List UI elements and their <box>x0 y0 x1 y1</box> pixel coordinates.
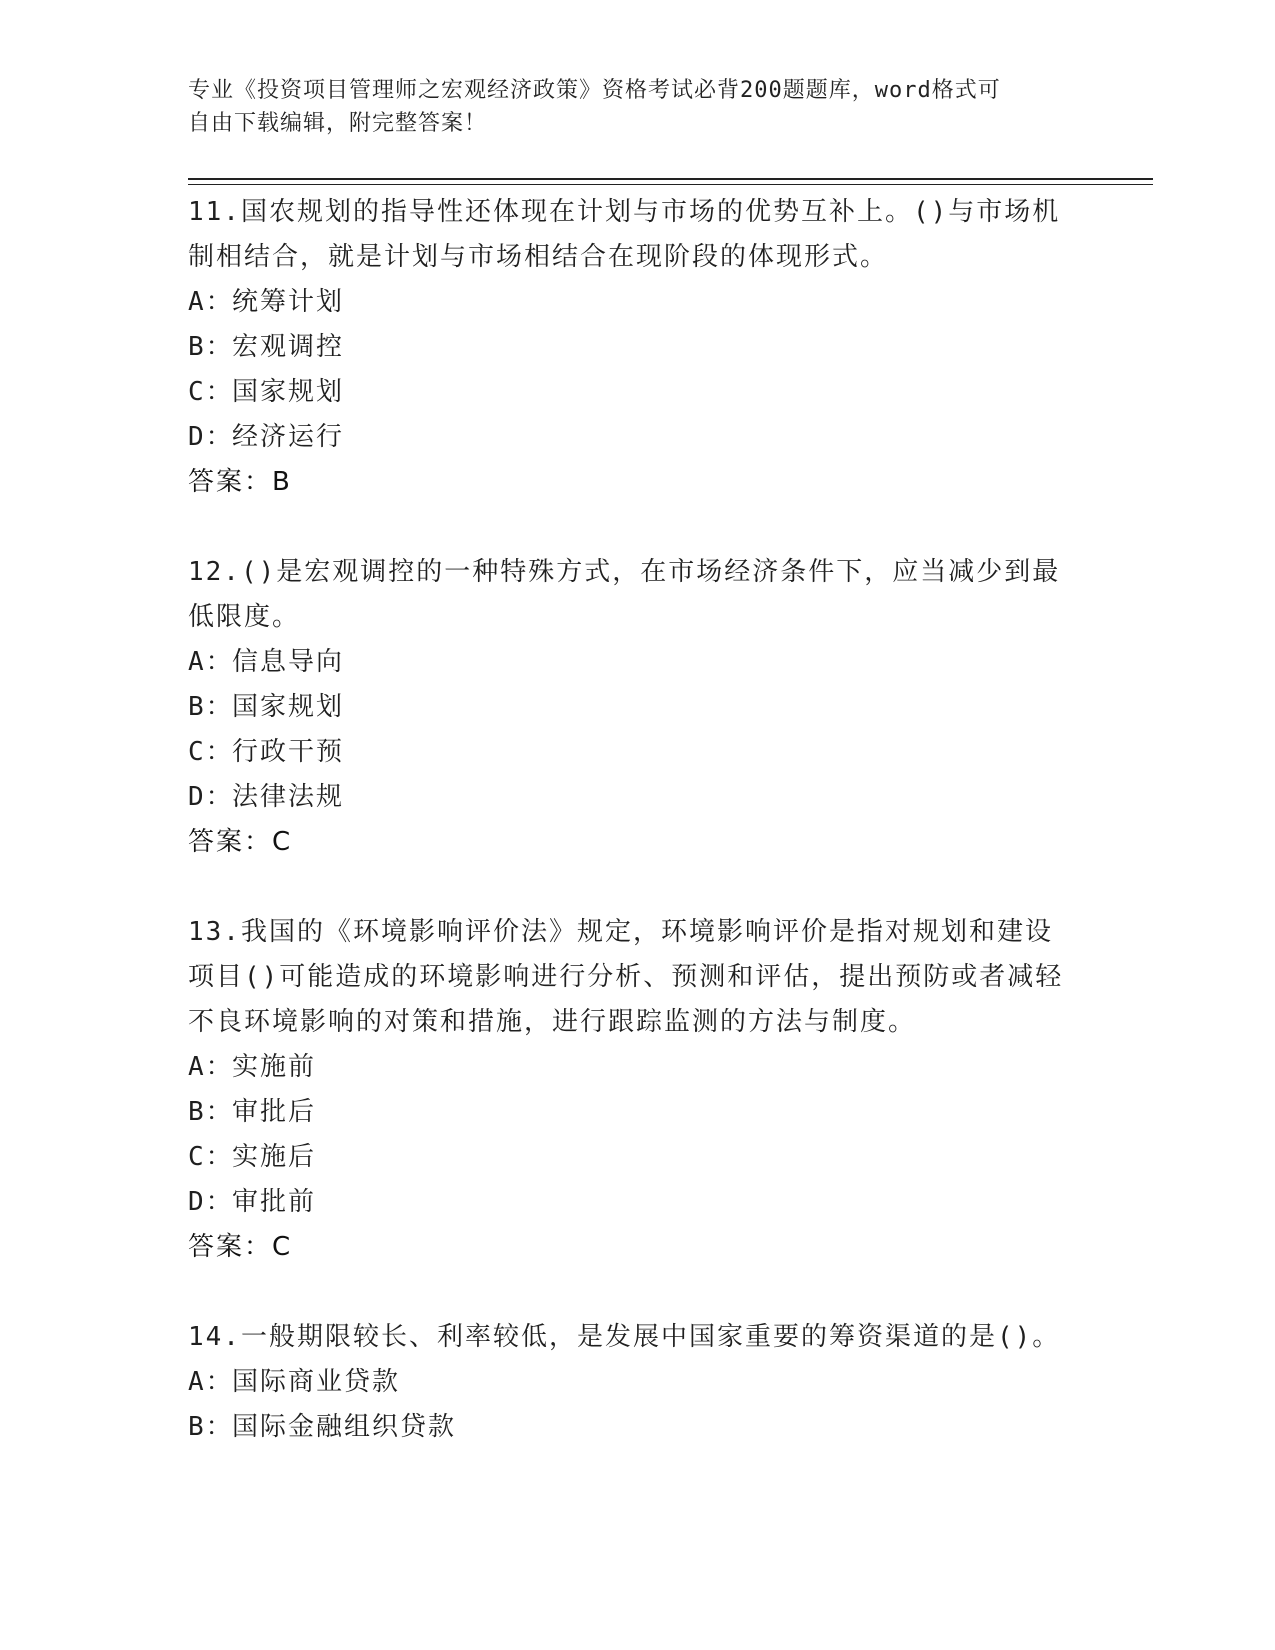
option-letter: A： <box>188 287 234 317</box>
document-header <box>188 74 1068 140</box>
option-a <box>188 1360 1078 1405</box>
option-text: 实施前 <box>232 1052 317 1082</box>
option-b <box>188 1405 1078 1450</box>
option-a <box>188 1045 1078 1090</box>
header-title-line-1: 专业《投资项目管理师之宏观经济政策》资格考试必背200题题库，word格式可 <box>188 78 1001 103</box>
option-text: 审批后 <box>232 1097 317 1127</box>
option-d <box>188 1180 1078 1225</box>
option-c <box>188 370 1078 415</box>
question-14 <box>188 1315 1078 1450</box>
option-text: 行政干预 <box>232 737 345 767</box>
question-12 <box>188 550 1078 865</box>
answer-line: 答案：C <box>188 1232 293 1262</box>
option-letter: B： <box>188 692 234 722</box>
option-text: 宏观调控 <box>232 332 345 362</box>
option-letter: A： <box>188 647 234 677</box>
option-text: 法律法规 <box>232 782 345 812</box>
option-d <box>188 415 1078 460</box>
option-letter: C： <box>188 377 234 407</box>
option-letter: C： <box>188 1142 234 1172</box>
option-letter: B： <box>188 1097 234 1127</box>
question-stem: 11.国农规划的指导性还体现在计划与市场的优势互补上。()与市场机制相结合，就是计划与市场相结合在现阶段的体现形式。 <box>188 197 1061 272</box>
option-d <box>188 775 1078 820</box>
option-letter: D： <box>188 782 234 812</box>
option-b <box>188 1090 1078 1135</box>
option-letter: D： <box>188 1187 234 1217</box>
option-b <box>188 685 1078 730</box>
option-letter: C： <box>188 737 234 767</box>
question-list <box>188 190 1078 1495</box>
question-stem: 14.一般期限较长、利率较低，是发展中国家重要的筹资渠道的是()。 <box>188 1322 1061 1352</box>
option-letter: D： <box>188 422 234 452</box>
option-text: 信息导向 <box>232 647 345 677</box>
option-b <box>188 325 1078 370</box>
option-letter: B： <box>188 1412 234 1442</box>
option-text: 实施后 <box>232 1142 317 1172</box>
header-title-line-2: 自由下载编辑，附完整答案！ <box>188 111 488 136</box>
option-letter: A： <box>188 1052 234 1082</box>
answer-line: 答案：B <box>188 467 292 497</box>
option-letter: B： <box>188 332 234 362</box>
question-stem: 12.()是宏观调控的一种特殊方式，在市场经济条件下，应当减少到最低限度。 <box>188 557 1061 632</box>
option-a <box>188 640 1078 685</box>
question-11 <box>188 190 1078 505</box>
option-text: 国际商业贷款 <box>232 1367 401 1397</box>
option-text: 国家规划 <box>232 692 345 722</box>
option-c <box>188 730 1078 775</box>
question-13 <box>188 910 1078 1270</box>
header-divider <box>188 178 1153 185</box>
option-text: 国际金融组织贷款 <box>232 1412 457 1442</box>
option-text: 经济运行 <box>232 422 345 452</box>
option-a <box>188 280 1078 325</box>
option-c <box>188 1135 1078 1180</box>
answer-line: 答案：C <box>188 827 293 857</box>
question-stem: 13.我国的《环境影响评价法》规定，环境影响评价是指对规划和建设项目()可能造成的环境影响进行分析、预测和评估，提出预防或者减轻不良环境影响的对策和措施，进行跟踪监测的方法与制度。 <box>188 917 1064 1037</box>
option-letter: A： <box>188 1367 234 1397</box>
option-text: 统筹计划 <box>232 287 345 317</box>
option-text: 国家规划 <box>232 377 345 407</box>
option-text: 审批前 <box>232 1187 317 1217</box>
